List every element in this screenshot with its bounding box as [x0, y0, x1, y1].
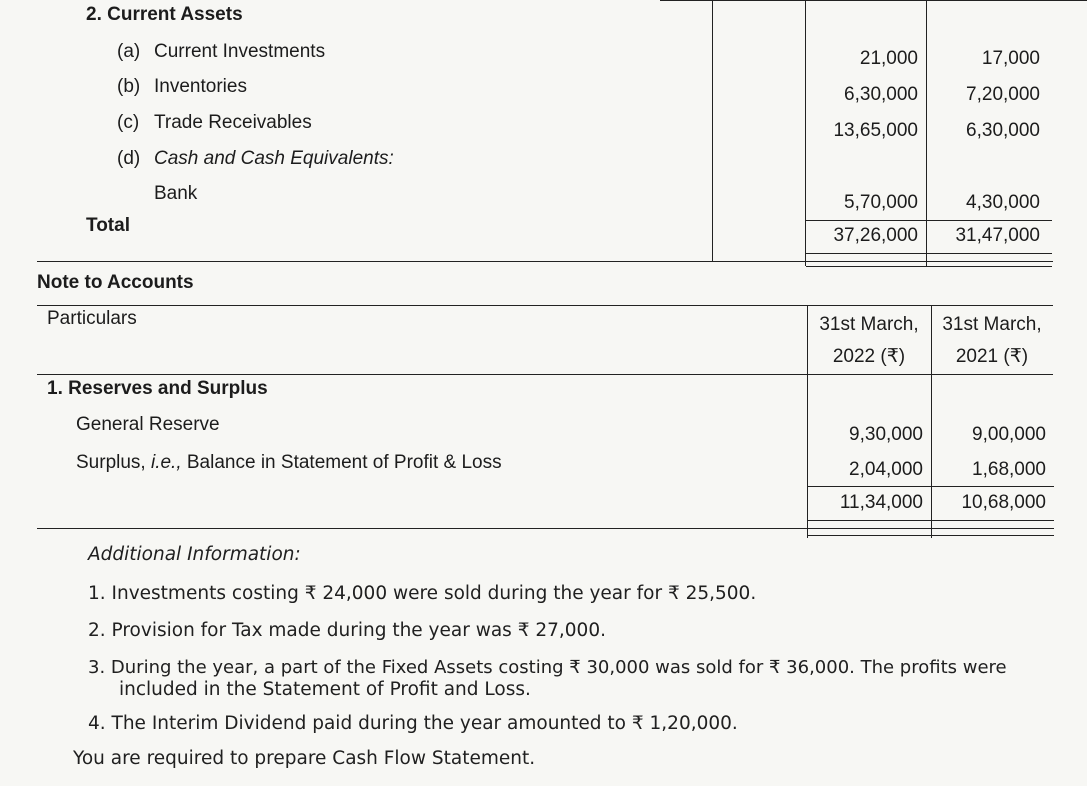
item-label-b: (b) — [117, 76, 141, 97]
section-heading: 1. Reserves and Surplus — [47, 378, 268, 399]
value-2021: 17,000 — [981, 48, 1040, 69]
additional-item-3-cont: included in the Statement of Profit and Loss. — [119, 679, 531, 700]
col-particulars: Particulars — [47, 308, 137, 329]
item-name-cash-equivalents: Cash and Cash Equivalents: — [154, 148, 394, 169]
additional-title: Additional Information: — [88, 544, 301, 565]
value-2022: 9,30,000 — [849, 424, 923, 445]
col-2021-line2: 2021 (₹) — [955, 346, 1029, 367]
col-2021-line1: 31st March, — [942, 314, 1042, 335]
double-underline — [808, 535, 1054, 536]
value-2021: 1,68,000 — [972, 459, 1046, 480]
item-name-trade-receivables: Trade Receivables — [154, 112, 312, 133]
note-title: Note to Accounts — [37, 272, 194, 293]
total-label: Total — [86, 215, 130, 236]
value-2022: 5,70,000 — [844, 192, 918, 213]
item-label-c: (c) — [117, 112, 140, 133]
table-bottom-rule — [37, 261, 1053, 262]
top-rule — [660, 0, 1087, 1]
item-label-a: (a) — [117, 41, 141, 62]
value-2022: 6,30,000 — [844, 84, 918, 105]
col-2022-line1: 31st March, — [819, 314, 919, 335]
total-2021: 31,47,000 — [955, 225, 1040, 246]
subtotal-rule — [808, 486, 1054, 487]
subtotal-rule — [806, 220, 1052, 221]
column-divider — [712, 0, 713, 262]
row-surplus-pre: Surplus, — [76, 452, 151, 473]
additional-item-2: 2. Provision for Tax made during the year was ₹ 27,000. — [88, 620, 606, 641]
note-total-2021: 10,68,000 — [961, 492, 1046, 513]
total-rule — [806, 253, 1052, 254]
item-name-current-investments: Current Investments — [154, 41, 326, 62]
item-name-bank: Bank — [154, 183, 198, 204]
note-bottom-rule — [37, 528, 1054, 529]
col-2022-line2: 2022 (₹) — [832, 346, 906, 367]
value-2021: 6,30,000 — [966, 120, 1040, 141]
double-underline — [806, 266, 1052, 267]
column-divider — [926, 0, 927, 266]
value-2021: 4,30,000 — [966, 192, 1040, 213]
value-2022: 21,000 — [859, 48, 918, 69]
additional-item-3: 3. During the year, a part of the Fixed Assets costing ₹ 30,000 was sold for ₹ 36,000. The profits were — [88, 657, 1007, 678]
additional-item-1: 1. Investments costing ₹ 24,000 were sold during the year for ₹ 25,500. — [88, 583, 757, 604]
item-name-inventories: Inventories — [154, 76, 247, 97]
total-rule — [808, 520, 1054, 521]
header-top-rule — [37, 305, 1053, 306]
row-general-reserve: General Reserve — [76, 414, 220, 435]
row-surplus-italic: i.e., — [150, 452, 182, 473]
value-2022: 13,65,000 — [833, 120, 918, 141]
instruction: You are required to prepare Cash Flow Statement. — [73, 748, 536, 769]
note-total-2022: 11,34,000 — [839, 492, 923, 513]
value-2021: 7,20,000 — [966, 84, 1040, 105]
current-assets-heading: 2. Current Assets — [86, 4, 243, 25]
row-surplus — [76, 452, 502, 474]
item-label-d: (d) — [117, 148, 141, 169]
value-2022: 2,04,000 — [849, 459, 923, 480]
row-surplus-post: Balance in Statement of Profit & Loss — [181, 452, 502, 473]
header-bottom-rule — [37, 374, 1053, 375]
additional-item-4: 4. The Interim Dividend paid during the year amounted to ₹ 1,20,000. — [88, 713, 738, 734]
value-2021: 9,00,000 — [972, 424, 1046, 445]
total-2022: 37,26,000 — [833, 225, 918, 246]
